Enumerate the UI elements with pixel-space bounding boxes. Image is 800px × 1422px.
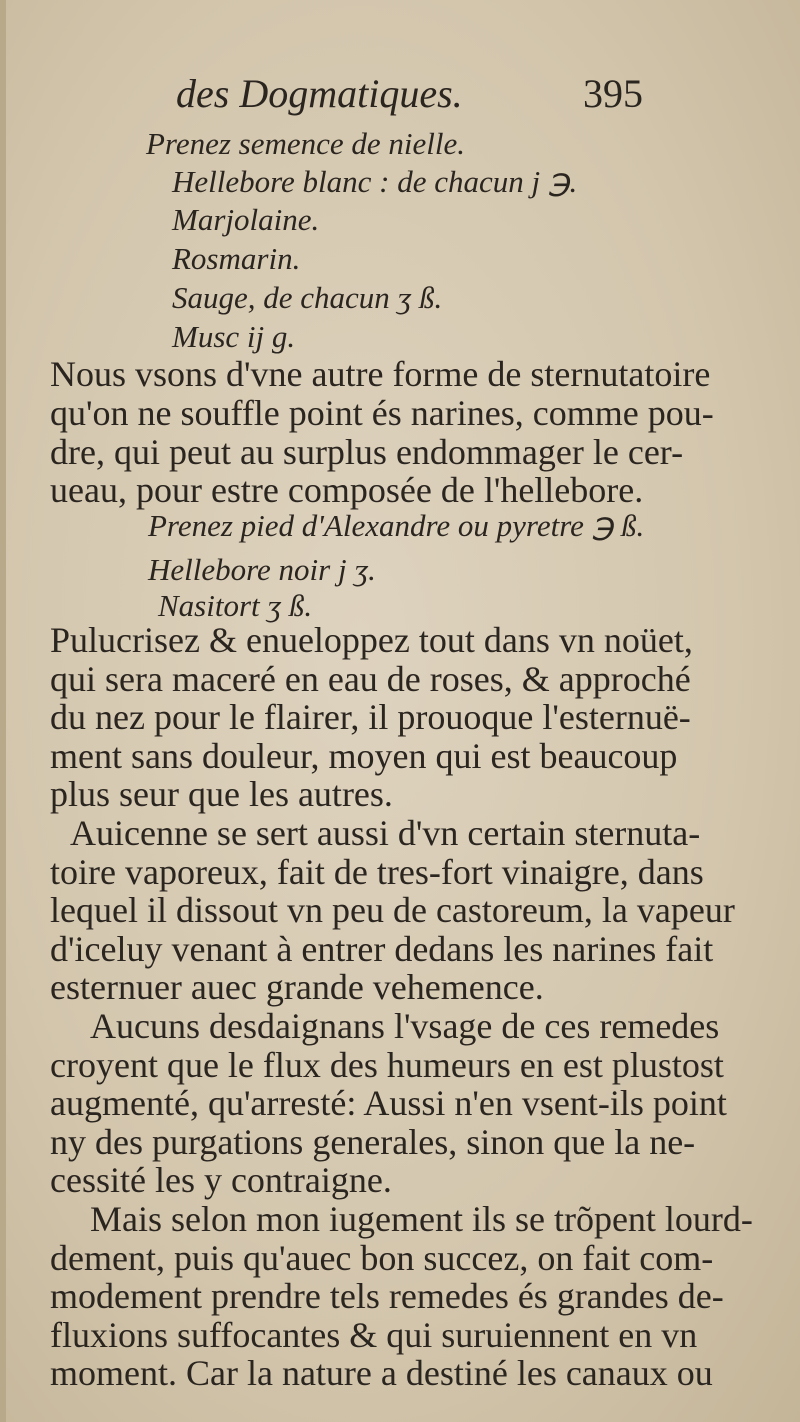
paragraph-line: ny des purgations generales, sinon que la ne- xyxy=(50,1122,696,1162)
paragraph-line: plus seur que les autres. xyxy=(50,774,393,814)
paragraph-line: lequel il dissout vn peu de castoreum, la vapeur xyxy=(50,890,735,930)
recipe-line: Hellebore blanc : de chacun j ℈. xyxy=(172,164,578,199)
recipe-line: Prenez pied d'Alexandre ou pyretre ℈ ß. xyxy=(148,508,645,543)
running-header: des Dogmatiques. xyxy=(176,71,463,116)
recipe-line: Marjolaine. xyxy=(172,202,320,237)
recipe-line: Prenez semence de nielle. xyxy=(146,126,466,161)
paragraph-line: d'iceluy venant à entrer dedans les narines fait xyxy=(50,929,714,969)
recipe-line: Nasitort ʒ ß. xyxy=(158,588,313,623)
paragraph-line: dement, puis qu'auec bon succez, on fait com- xyxy=(50,1238,714,1278)
paragraph-line: modement prendre tels remedes és grandes de- xyxy=(50,1276,724,1316)
recipe-line: Rosmarin. xyxy=(172,241,301,276)
paragraph-line: qui sera maceré en eau de roses, & approché xyxy=(50,659,691,699)
paragraph-line: cessité les y contraigne. xyxy=(50,1160,392,1200)
paragraph-line: ueau, pour estre composée de l'hellebore. xyxy=(50,470,644,510)
paragraph-line: ment sans douleur, moyen qui est beaucoup xyxy=(50,736,678,776)
recipe-line: Musc ij g. xyxy=(172,319,296,354)
page-edge xyxy=(0,0,6,1422)
paragraph-line: fluxions suffocantes & qui suruiennent en vn xyxy=(50,1315,698,1355)
paragraph-line: Pulucrisez & enueloppez tout dans vn noüet, xyxy=(50,620,693,660)
page-number: 395 xyxy=(583,71,643,116)
paragraph-line: qu'on ne souffle point és narines, comme pou- xyxy=(50,393,714,433)
paragraph-line: croyent que le flux des humeurs en est plustost xyxy=(50,1045,724,1085)
paragraph-line: Aucuns desdaignans l'vsage de ces remedes xyxy=(90,1006,720,1046)
paragraph-line: toire vaporeux, fait de tres-fort vinaigre, dans xyxy=(50,852,704,892)
paragraph-line: du nez pour le flairer, il prouoque l'esternuë- xyxy=(50,697,691,737)
paragraph-line: Mais selon mon iugement ils se trõpent lourd- xyxy=(90,1199,753,1239)
paragraph-line: Nous vsons d'vne autre forme de sternutatoire xyxy=(50,354,711,394)
paragraph-line: Auicenne se sert aussi d'vn certain sternuta- xyxy=(70,813,701,853)
paragraph-line: dre, qui peut au surplus endommager le cer- xyxy=(50,432,684,472)
recipe-line: Hellebore noir j ʒ. xyxy=(148,552,376,587)
paragraph-line: esternuer auec grande vehemence. xyxy=(50,967,544,1007)
paragraph-line: moment. Car la nature a destiné les canaux ou xyxy=(50,1353,713,1393)
recipe-line: Sauge, de chacun ʒ ß. xyxy=(172,280,443,315)
paragraph-line: augmenté, qu'arresté: Aussi n'en vsent-ils point xyxy=(50,1083,727,1123)
